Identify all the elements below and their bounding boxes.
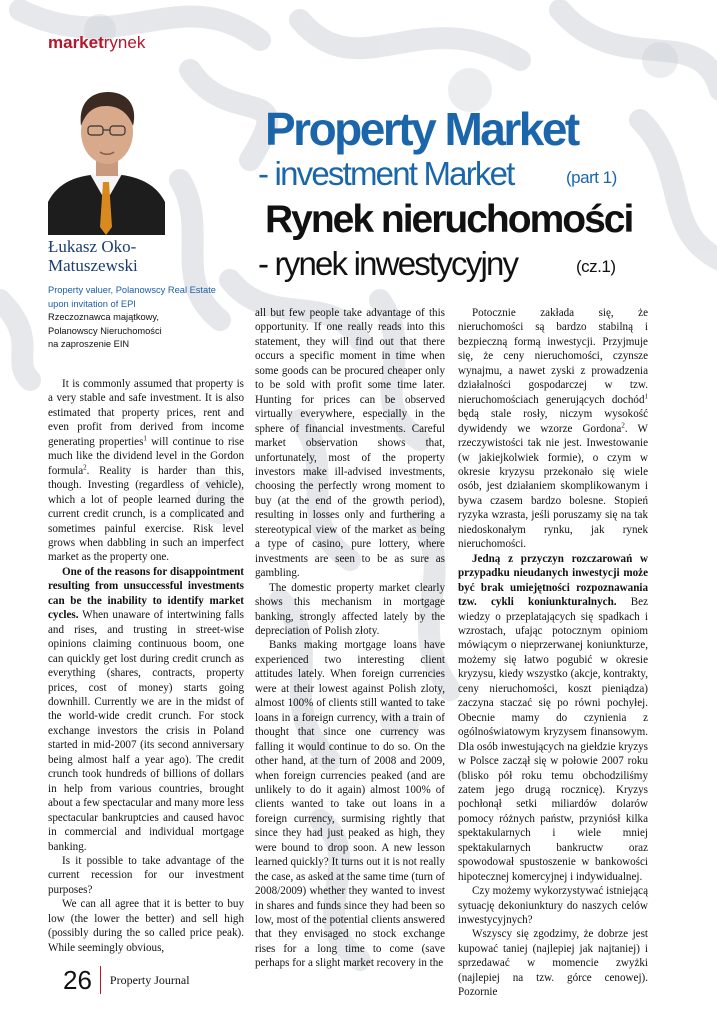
text-run: Potocznie zakłada się, że nieruchomości są bardzo stabilną i bezpieczną formą inwestycji. Przyjmuje się, że ceny nieruchomości, czynsze wynajmu, a nawet zyski z prowadzenia działalności gospodarczej w tzw. nieruchomościach generujących dochód <box>458 307 648 406</box>
column-polish <box>458 306 648 1000</box>
author-name-line1: Łukasz Oko- <box>48 237 137 256</box>
author-byline <box>48 284 248 352</box>
author-name-line2: Matuszewski <box>48 256 138 275</box>
text-run: . Reality is harder than this, though. Investing (regardless of vehicle), which a lot of people learned during the current credit crunch, is a complicated and sometimes painful exercise. Risk level grows when dabbling in such an imperfect market as the property one. <box>48 464 244 564</box>
text-run: będą stale rosły, niczym wysokość dywidendy we wzorze Gordona <box>458 408 648 435</box>
footer-divider <box>100 966 101 994</box>
journal-name: Property Journal <box>109 972 190 987</box>
paragraph: Is it possible to take advantage of the current recession for our investment purposes? <box>48 854 244 896</box>
header-brand-rest: rynek <box>103 33 146 52</box>
title-pl-main: Rynek nieruchomości <box>265 198 633 241</box>
text-run: When unaware of intertwining falls and rises, and trusting in street-wise opinions claiming continuous boom, one can quickly get lost during credit crunch as everything (shares, contracts, property prices, cost of money) starts going downhill. Currently we are in the midst of the world-wide credit crunch. For stock exchange investors the crisis in Poland started in mid-2007 (its second anniversary being almost half a year ago). The credit crunch took hundreds of billions of dollars in help from various countries, brought about a few spectacular and many more less spectacular bankruptcies and caused havoc in commercial and individual mortgage banking. <box>48 609 244 853</box>
section-header <box>48 33 145 53</box>
title-en-sub: - investment Market <box>258 155 514 192</box>
title-pl-sub: - rynek inwestycyjny <box>258 245 518 282</box>
footnote-ref: 2 <box>621 420 625 429</box>
paragraph: Czy możemy wykorzystywać istniejącą sytuację dekoniunktury do naszych celów inwestycyjnych? <box>458 885 648 927</box>
column-english-1 <box>48 377 244 955</box>
text-run: It is commonly assumed that property is a very stable and safe investment. It is also estimated that property prices, rent and even profit from derived from income generating properties <box>48 378 244 448</box>
byline-pl-line2: Polanowscy Nieruchomości <box>48 325 162 336</box>
paragraph <box>458 552 648 884</box>
text-run: . W rzeczywistości tak nie jest. Inwestowanie (w jakiejkolwiek formie), o czym w okresie kryzysu przekonało się wiele osób, jest działaniem skomplikowanym i bywa czasem bardzo bolesne. Stopień ryzyka wzrasta, jeśli poruszamy się na tak niedoskonałym rynku, jak rynek nieruchomości. <box>458 422 648 551</box>
byline-en-line2: upon invitation of EPI <box>48 298 136 309</box>
header-brand-bold: market <box>48 33 104 52</box>
paragraph: We can all agree that it is better to buy low (the lower the better) and sell high (possibly during the so called price peak). While seemingly obvious, <box>48 898 244 954</box>
byline-pl-line1: Rzeczoznawca majątkowy, <box>48 312 159 322</box>
footnote-ref: 2 <box>83 463 87 472</box>
paragraph <box>48 565 244 854</box>
author-photo <box>48 82 165 235</box>
title-pl-part: (cz.1) <box>576 257 616 276</box>
title-en-main: Property Market <box>265 103 578 155</box>
paragraph: Wszyscy się zgodzimy, że dobrze jest kupować taniej (najlepiej jak najtaniej) i sprzedawać w momencie zwyżki (najlepiej na tzw. górce cenowej). Pozornie <box>458 928 648 999</box>
paragraph <box>48 377 244 565</box>
paragraph: The domestic property market clearly shows this mechanism in mortgage banking, strongly affected lately by the depreciation of Polish złoty. <box>255 581 445 637</box>
text-run: will continue to rise much like the dividend level in the Gordon formula <box>48 435 244 477</box>
page-number: 26 <box>63 964 92 995</box>
author-portrait-image <box>48 82 165 235</box>
text-run-bold: One of the reasons for disappointment resulting from unsuccessful investments can be the inability to identify market cycles. <box>48 565 244 622</box>
footnote-ref: 1 <box>644 392 648 401</box>
byline-pl-line3: na zaproszenie EIN <box>48 339 130 349</box>
page-footer <box>63 964 190 996</box>
text-run-bold: Jedną z przyczyn rozczarowań w przypadku nieudanych inwestycji może być brak umiejętności rozpoznawania tzw. cykli koniunkturalnych. <box>458 552 648 609</box>
title-en-part: (part 1) <box>566 168 617 187</box>
paragraph: all but few people take advantage of this opportunity. If one really reads into this statement, they will find out that there occurs a specific moment in time when some goods can be procured cheaper only to be sold with profit some time later. Hunting for prices can be observed virtually everywhere, especially in the sphere of financial investments. Careful market observation shows that, unfortunately, most of the property investors make ill-advised investments, choosing the perfectly wrong moment to buy (at the end of the growth period), resulting in losses only and furthering a stereotypical view of the market as being a type of casino, pure lottery, where investments are seen to be as sure as gambling. <box>255 307 445 580</box>
paragraph: Banks making mortgage loans have experienced two interesting client attitudes lately. When foreign currencies were at their lowest against Polish zloty, almost 100% of clients still wanted to take loans in a foreign currency, with a train of thought that since one currency was falling it would continue to do so. On the other hand, at the turn of 2008 and 2009, when foreign currencies peaked (and are unlikely to do it again) almost 100% of clients wanted to take out loans in a foreign currency, surmising rightly that since they had just peaked as high, they were bound to drop soon. A new lesson learned quickly? It turns out it is not really the case, as asked at the same time (turn of 2008/2009) whether they wanted to invest in shares and funds since they had been so low, most of the potential clients answered that they envisaged no stock exchange rises for a long time to come (save perhaps for a slight market recovery in the <box>255 639 445 970</box>
paragraph <box>458 306 648 552</box>
byline-en-line1: Property valuer, Polanowscy Real Estate <box>48 285 216 295</box>
author-name <box>48 237 208 275</box>
text-run: Bez wiedzy o przeplatających się spadkach i wzrostach, ufając potocznym opiniom mówiącym o nieprzerwanej koniunkturze, możemy się łatwo pogubić w okresie kryzysu, kiedy wszystko (akcje, kontrakty, ceny nieruchomości, koszt pieniądza) zaczyna staczać się po równi pochyłej. Obecnie mamy do czynienia z ogólnoświatowym kryzysem finansowym. Dla osób inwestujących na giełdzie kryzys w Polsce zaczął się w połowie 2007 roku (blisko pół roku temu obchodziliśmy zatem jego drugą rocznicę). Kryzys pochłonął setki miliardów dolarów pomocy różnych państw, przyniósł kilka spektakularnych i wiele mniej spektakularnych bankructw oraz spowodował spustoszenie w bankowości hipotecznej komercyjnej i indywidualnej. <box>458 596 648 883</box>
column-english-2 <box>255 306 445 971</box>
footnote-ref: 1 <box>143 434 147 443</box>
